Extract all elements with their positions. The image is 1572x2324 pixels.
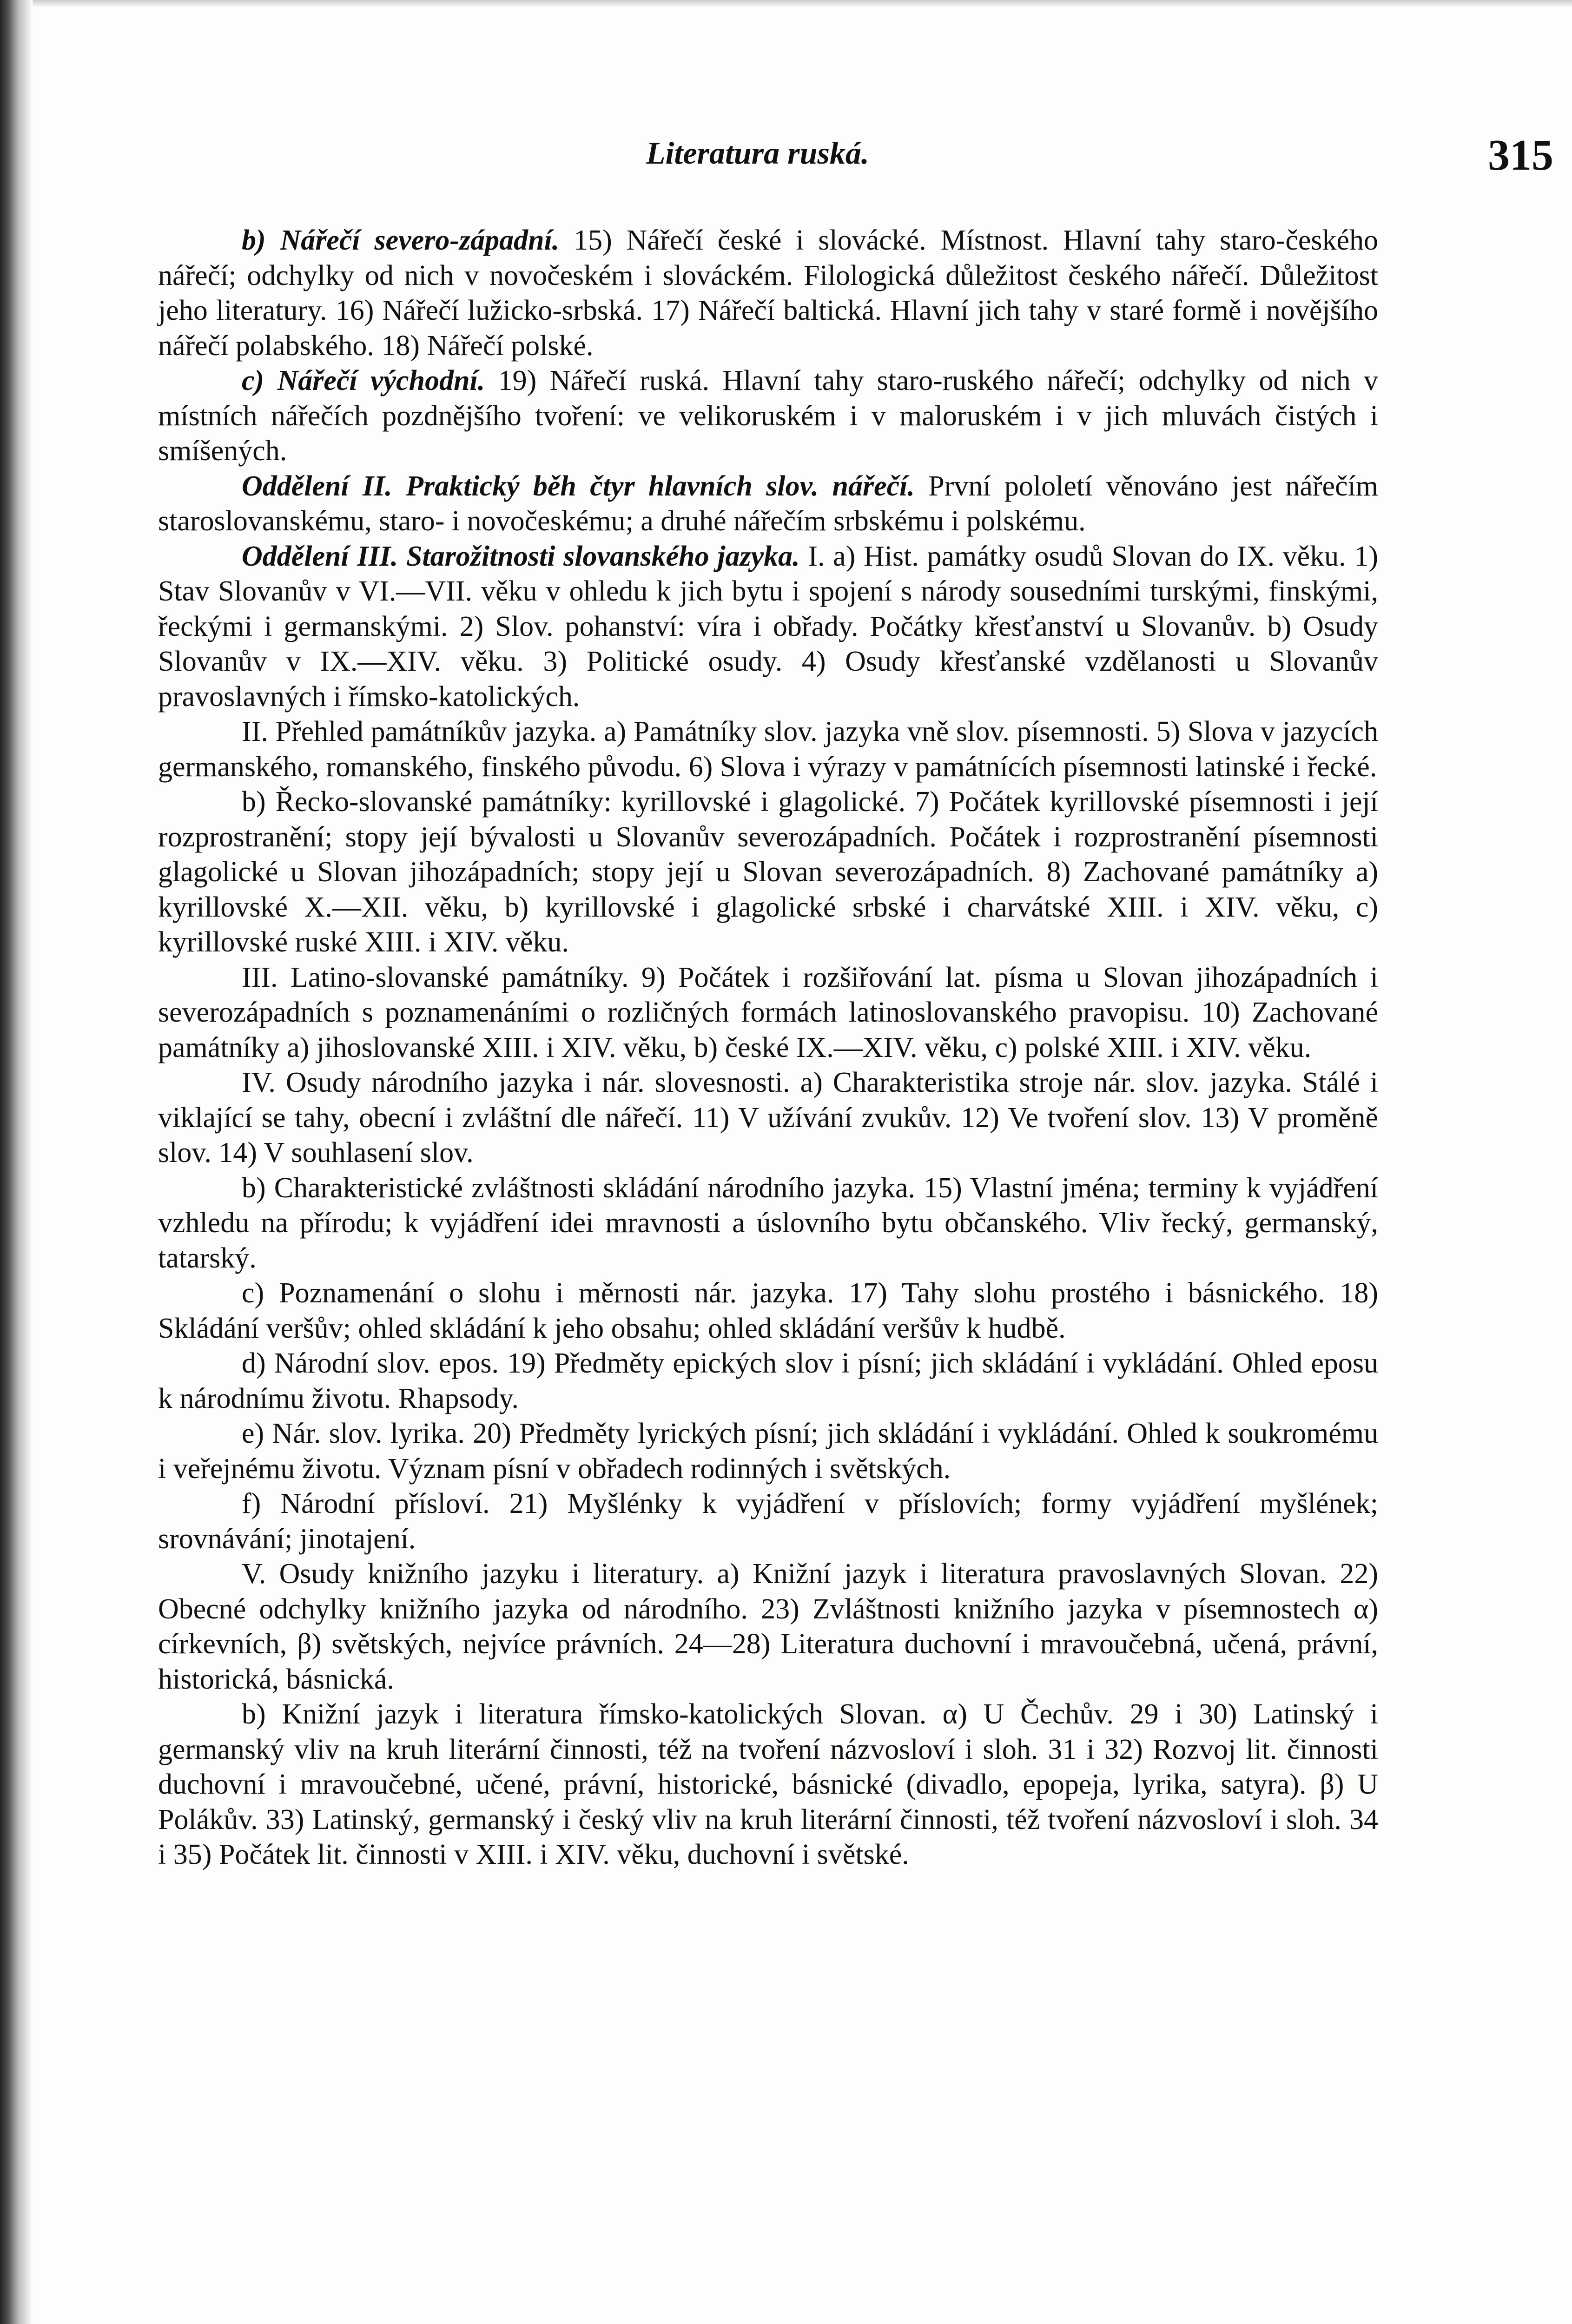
paragraph-text: b) Charakteristické zvláštnosti skládání národního jazyka. 15) Vlastní jména; terminy k vyjádření vzhledu na přírodu; k vyjádření idei mravnosti a úslovního bytu občanského. Vliv řecký, germanský, tatarský. [158, 1172, 1378, 1274]
page-number: 315 [1488, 131, 1553, 179]
paragraph-text: 15) Nářečí české i slovácké. Místnost. Hlavní tahy staro-českého nářečí; odchylky od nich v novočeském i slováckém. Filologická důležitost českého nářečí. Důležitost jeho literatury. 16) Nářečí lužicko-srbská. 17) Nářečí baltická. Hlavní jich tahy v staré formě i novějšího nářečí polabského. 18) Nářečí polské. [158, 224, 1378, 362]
paragraph-text: IV. Osudy národního jazyka i nár. slovesnosti. a) Charakteristika stroje nár. slov. jazyka. Stálé i viklající se tahy, obecní i zvláštní dle nářečí. 11) V užívání zvukův. 12) Ve tvoření slov. 13) V proměně slov. 14) V souhlasení slov. [158, 1067, 1378, 1169]
page-top-shadow [33, 0, 1572, 7]
paragraph-text: e) Nár. slov. lyrika. 20) Předměty lyrických písní; jich skládání i vykládání. Ohled k soukromému i veřejnému životu. Význam písní v obřadech rodinných i světských. [158, 1418, 1378, 1485]
paragraph [158, 1065, 1378, 1171]
paragraph [158, 1346, 1378, 1416]
paragraph [158, 785, 1378, 960]
paragraph-text: V. Osudy knižního jazyku i literatury. a) Knižní jazyk i literatura pravoslavných Slovan. 22) Obecné odchylky knižního jazyka od národního. 23) Zvláštnosti knižního jazyka v písemnostech α) církevních, β) světských, nejvíce právních. 24—28) Literatura duchovní i mravoučebná, učená, právní, historická, básnická. [158, 1558, 1378, 1695]
paragraph [158, 1416, 1378, 1486]
paragraph-text: d) Národní slov. epos. 19) Předměty epických slov i písní; jich skládání i vykládání. Ohled eposu k národnímu životu. Rhapsody. [158, 1347, 1378, 1414]
section-heading: Oddělení II. Praktický běh čtyr hlavních slov. nářečí. [242, 470, 915, 502]
paragraph-text: c) Poznamenání o slohu i měrnosti nár. jazyka. 17) Tahy slohu prostého i básnického. 18) Skládání veršův; ohled skládání k jeho obsahu; ohled skládání veršův k hudbě. [158, 1277, 1378, 1344]
paragraph [158, 469, 1378, 539]
paragraph [158, 960, 1378, 1066]
paragraph-text: I. a) Hist. památky osudů Slovan do IX. věku. 1) Stav Slovanův v VI.—VII. věku v ohledu k jich bytu i spojení s národy sousedními turskými, finskými, řeckými i germanskými. 2) Slov. pohanství: víra i obřady. Počátky křesťanství u Slovanův. b) Osudy Slovanův v IX.—XIV. věku. 3) Politické osudy. 4) Osudy křesťanské vzdělanosti u Slovanův pravoslavných i římsko-katolických. [158, 540, 1378, 713]
paragraph [158, 1697, 1378, 1873]
section-heading: c) Nářečí východní. [242, 365, 485, 396]
paragraph [158, 363, 1378, 469]
paragraph-text: b) Řecko-slovanské památníky: kyrillovské i glagolické. 7) Počátek kyrillovské písemnosti i její rozprostranění; stopy její bývalosti u Slovanův severozápadních. Počátek i rozprostranění písemnosti glagolické u Slovan jihozápadních; stopy její u Slovan severozápadních. 8) Zachované památníky a) kyrillovské X.—XII. věku, b) kyrillovské i glagolické srbské i charvátské XIII. i XIV. věku, c) kyrillovské ruské XIII. i XIV. věku. [158, 786, 1378, 958]
paragraph [158, 1486, 1378, 1557]
paragraph [158, 223, 1378, 363]
paragraph-text: První pololetí věnováno jest nářečím staroslovanskému, staro- i novočeskému; a druhé nářečím srbskému i polskému. [158, 470, 1378, 537]
section-heading: Oddělení III. Starožitnosti slovanského jazyka. [242, 540, 800, 572]
paragraph [158, 1276, 1378, 1346]
paragraph-text: f) Národní přísloví. 21) Myšlénky k vyjádření v příslovích; formy vyjádření myšlének; srovnávání; jinotajení. [158, 1488, 1378, 1555]
paragraph-text: III. Latino-slovanské památníky. 9) Počátek i rozšiřování lat. písma u Slovan jihozápadních i severozápadních s poznamenáními o rozličných formách latinoslovanského pravopisu. 10) Zachované památníky a) jihoslovanské XIII. i XIV. věku, b) české IX.—XIV. věku, c) polské XIII. i XIV. věku. [158, 961, 1378, 1063]
paragraph [158, 714, 1378, 785]
page-header [163, 130, 1553, 186]
paragraph [158, 539, 1378, 715]
paragraph-text: 19) Nářečí ruská. Hlavní tahy staro-ruského nářečí; odchylky od nich v místních nářečích pozdnějšího tvoření: ve velikoruském i v maloruském i v jich mluvách čistých i smíšených. [158, 365, 1378, 467]
page-binding-edge [0, 0, 33, 2324]
paragraph [158, 1171, 1378, 1276]
running-title: Literatura ruská. [646, 135, 869, 171]
paragraph-text: b) Knižní jazyk i literatura římsko-katolických Slovan. α) U Čechův. 29 i 30) Latinský i germanský vliv na kruh literární činnosti, též na tvoření názvosloví i sloh. 31 i 32) Rozvoj lit. činnosti duchovní i mravoučebné, učené, právní, historické, básnické (divadlo, epopeja, lyrika, satyra). β) U Polákův. 33) Latinský, germanský i český vliv na kruh literární činnosti, též tvoření názvosloví i sloh. 34 i 35) Počátek lit. činnosti v XIII. i XIV. věku, duchovní i světské. [158, 1698, 1378, 1870]
paragraph [158, 1557, 1378, 1697]
body-text [158, 223, 1378, 1873]
paragraph-text: II. Přehled památníkův jazyka. a) Památníky slov. jazyka vně slov. písemnosti. 5) Slova v jazycích germanského, romanského, finského původu. 6) Slova i výrazy v památnících písemnosti latinské i řecké. [158, 716, 1378, 783]
section-heading: b) Nářečí severo-západní. [242, 224, 560, 256]
